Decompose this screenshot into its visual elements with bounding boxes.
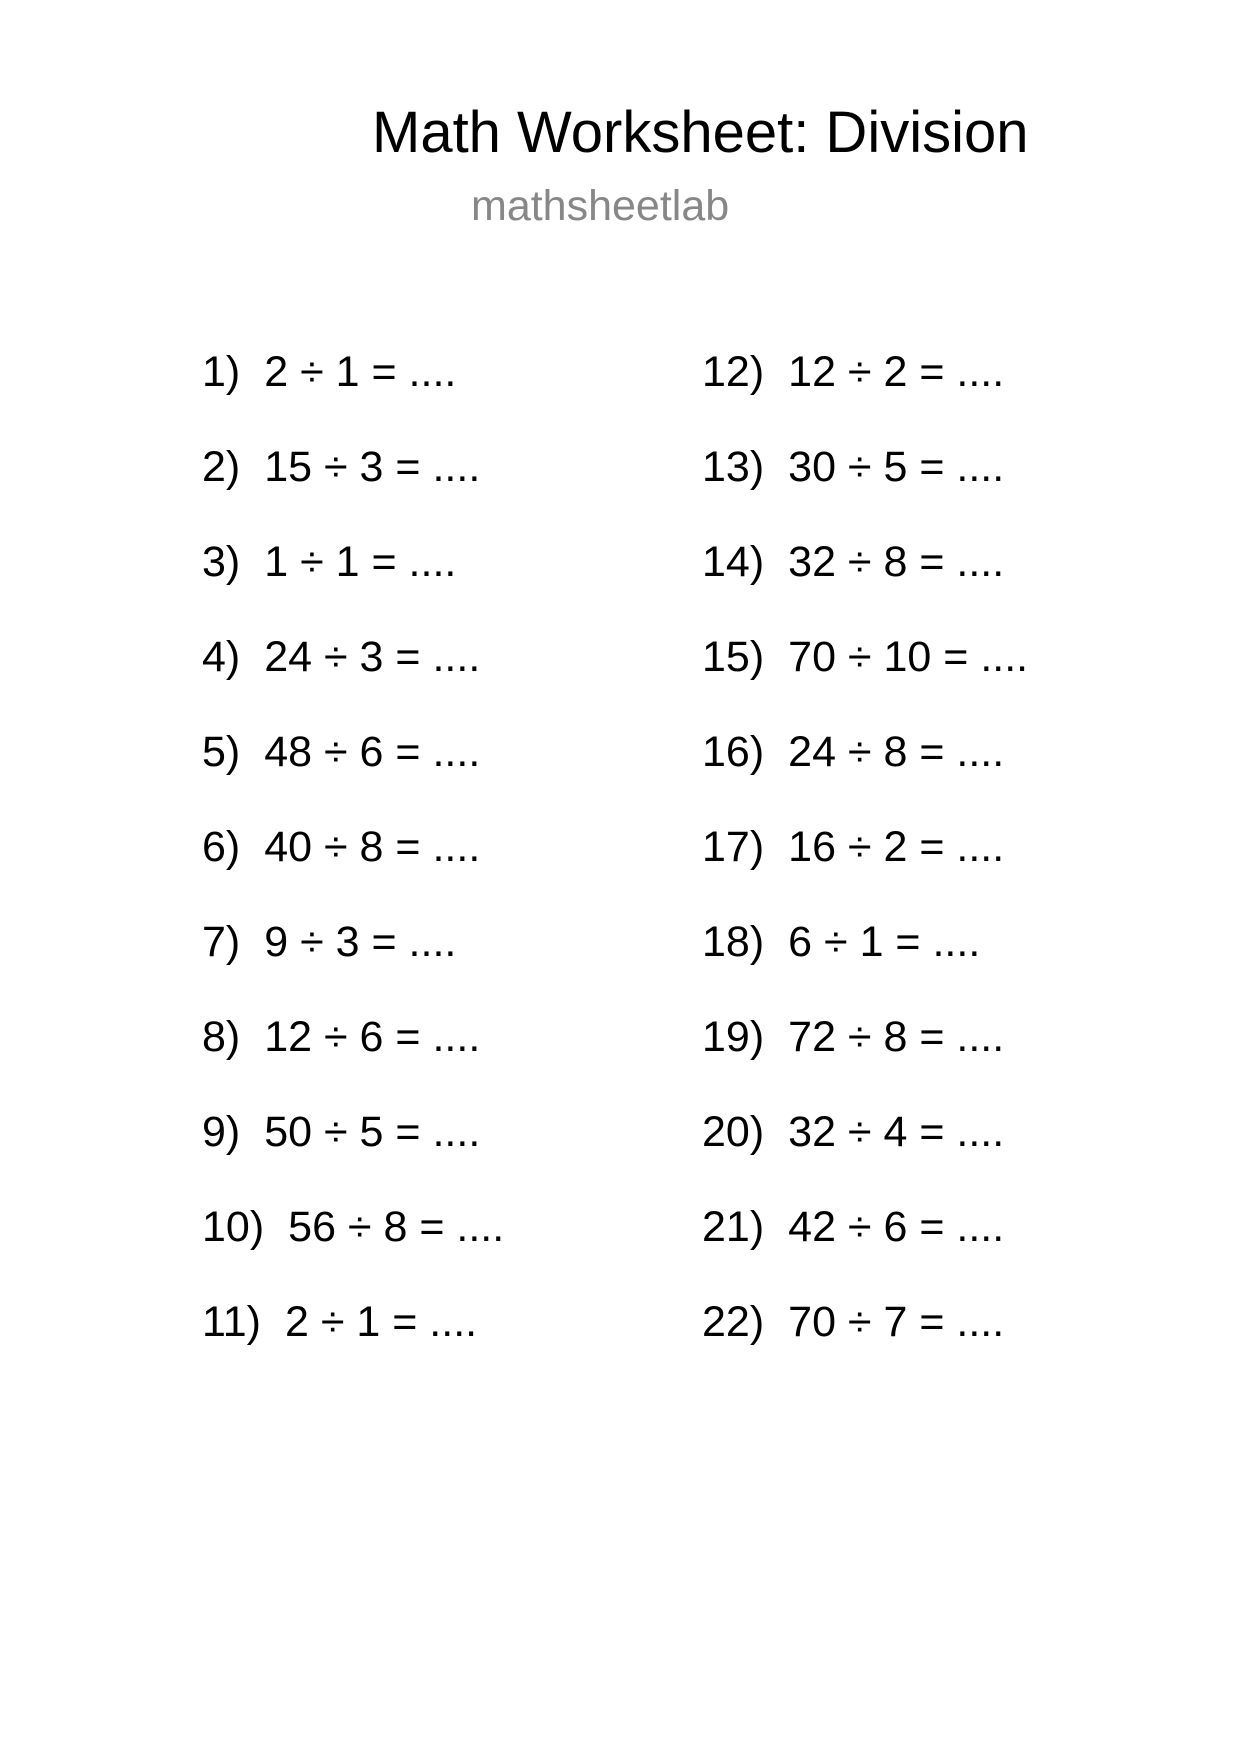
- problem-item: [702, 632, 1028, 682]
- problem-item: [202, 1297, 477, 1347]
- problem-expression: 56 ÷ 8 = ....: [288, 1203, 505, 1251]
- problem-expression: 32 ÷ 4 = ....: [788, 1108, 1005, 1156]
- problem-number: 12): [702, 348, 765, 396]
- problem-item: [702, 822, 1004, 872]
- problem-expression: 70 ÷ 10 = ....: [788, 633, 1029, 681]
- problem-item: [702, 537, 1004, 587]
- problem-item: [202, 822, 480, 872]
- problem-number: 21): [702, 1203, 765, 1251]
- problem-number: 11): [202, 1298, 261, 1346]
- problem-number: 16): [702, 728, 765, 776]
- problem-expression: 40 ÷ 8 = ....: [264, 823, 481, 871]
- problem-number: 10): [202, 1203, 265, 1251]
- problem-item: [202, 1012, 480, 1062]
- problem-number: 1): [202, 348, 241, 396]
- problem-item: [202, 1107, 480, 1157]
- problem-expression: 48 ÷ 6 = ....: [264, 728, 481, 776]
- problem-item: [202, 537, 456, 587]
- problem-number: 5): [202, 728, 241, 776]
- problem-expression: 1 ÷ 1 = ....: [264, 538, 457, 586]
- problem-number: 9): [202, 1108, 241, 1156]
- problem-expression: 24 ÷ 3 = ....: [264, 633, 481, 681]
- problem-expression: 2 ÷ 1 = ....: [264, 348, 457, 396]
- publisher-name: mathsheetlab: [471, 182, 730, 230]
- problem-expression: 32 ÷ 8 = ....: [788, 538, 1005, 586]
- problem-item: [202, 347, 456, 397]
- problem-item: [702, 917, 980, 967]
- problem-number: 17): [702, 823, 765, 871]
- problem-expression: 6 ÷ 1 = ....: [788, 918, 981, 966]
- problem-number: 13): [702, 443, 765, 491]
- problem-number: 3): [202, 538, 241, 586]
- problem-expression: 50 ÷ 5 = ....: [264, 1108, 481, 1156]
- problem-item: [202, 727, 480, 777]
- problem-item: [202, 917, 456, 967]
- problem-item: [702, 1297, 1004, 1347]
- problem-expression: 12 ÷ 2 = ....: [788, 348, 1005, 396]
- problem-number: 4): [202, 633, 241, 681]
- problem-number: 8): [202, 1013, 241, 1061]
- problem-number: 6): [202, 823, 241, 871]
- problem-expression: 42 ÷ 6 = ....: [788, 1203, 1005, 1251]
- problem-number: 2): [202, 443, 241, 491]
- problem-number: 19): [702, 1013, 765, 1061]
- problem-item: [702, 1107, 1004, 1157]
- problem-item: [702, 727, 1004, 777]
- problem-number: 18): [702, 918, 765, 966]
- worksheet-title: Math Worksheet: Division: [372, 100, 1029, 165]
- problem-expression: 24 ÷ 8 = ....: [788, 728, 1005, 776]
- problem-expression: 72 ÷ 8 = ....: [788, 1013, 1005, 1061]
- problem-expression: 30 ÷ 5 = ....: [788, 443, 1005, 491]
- problem-expression: 12 ÷ 6 = ....: [264, 1013, 481, 1061]
- problem-item: [702, 1012, 1004, 1062]
- problem-expression: 9 ÷ 3 = ....: [264, 918, 457, 966]
- problem-number: 7): [202, 918, 241, 966]
- problem-expression: 15 ÷ 3 = ....: [264, 443, 481, 491]
- problem-item: [202, 632, 480, 682]
- problem-expression: 16 ÷ 2 = ....: [788, 823, 1005, 871]
- problem-item: [202, 1202, 504, 1252]
- problem-item: [702, 347, 1004, 397]
- problem-number: 22): [702, 1298, 765, 1346]
- problem-expression: 2 ÷ 1 = ....: [284, 1298, 478, 1346]
- problem-item: [702, 1202, 1004, 1252]
- problem-number: 14): [702, 538, 765, 586]
- problem-number: 15): [702, 633, 765, 681]
- problem-expression: 70 ÷ 7 = ....: [788, 1298, 1005, 1346]
- problem-number: 20): [702, 1108, 765, 1156]
- problem-item: [202, 442, 480, 492]
- problem-item: [702, 442, 1004, 492]
